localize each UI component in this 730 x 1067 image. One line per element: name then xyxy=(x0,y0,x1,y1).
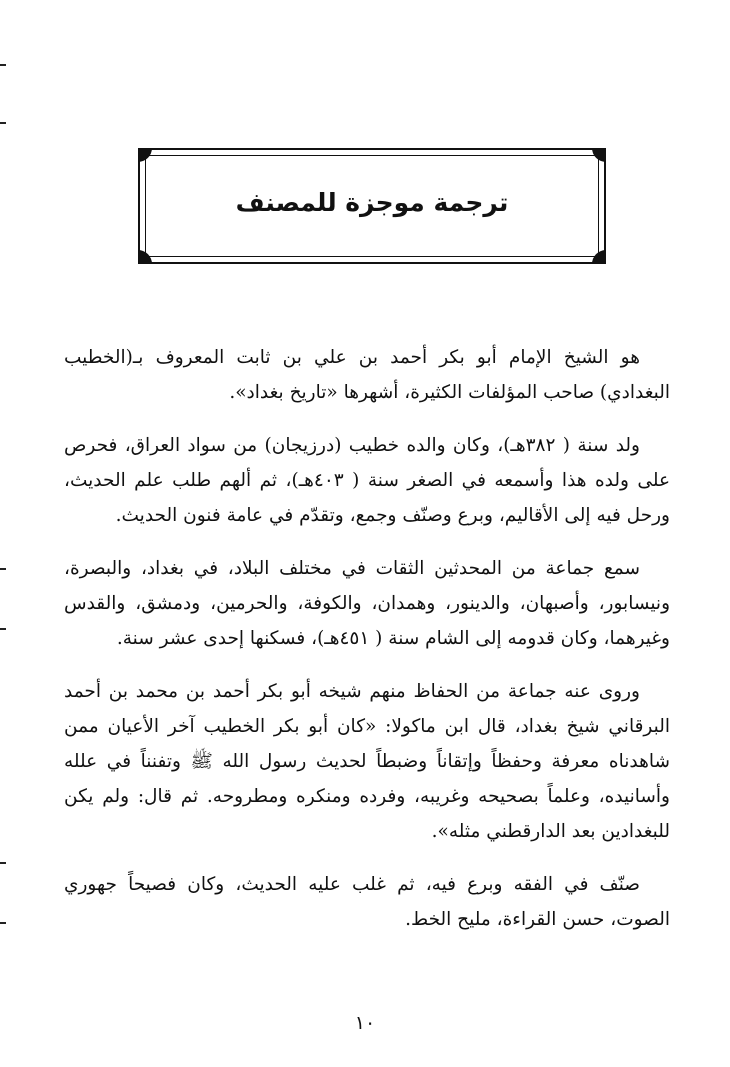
scan-edge-mark xyxy=(0,122,6,124)
body-text xyxy=(64,340,670,937)
scan-edge-mark xyxy=(0,628,6,630)
page-number: ١٠ xyxy=(354,1012,376,1034)
scan-edge-mark xyxy=(0,862,6,864)
scan-edge-mark xyxy=(0,922,6,924)
paragraph-5: صنّف في الفقه وبرع فيه، ثم غلب عليه الحديث، وكان فصيحاً جهوري الصوت، حسن القراءة، مليح الخط. xyxy=(64,874,670,930)
chapter-title: ترجمة موجزة للمصنف xyxy=(235,188,509,217)
paragraph-4: وروى عنه جماعة من الحفاظ منهم شيخه أبو بكر أحمد بن محمد بن أحمد البرقاني شيخ بغداد، قال ابن ماكولا: «كان أبو بكر الخطيب آخر الأعيان ممن شاهدناه معرفة وحفظاً وإتقاناً وضبطاً لحديث رسول الله ﷺ وتفنناً في علله وأسانيده، وعلماً بصحيحه وغريبه، وفرده ومنكره ومطروحه. ثم قال: ولم يكن للبغدادين بعد الدارقطني مثله». xyxy=(64,681,670,842)
paragraph-3: سمع جماعة من المحدثين الثقات في مختلف البلاد، في بغداد، والبصرة، ونيسابور، وأصبهان، والدينور، وهمدان، والكوفة، والحرمين، ودمشق، والقدس وغيرهما، وكان قدومه إلى الشام سنة ( ٤٥١هـ)، فسكنها إحدى عشر سنة. xyxy=(64,558,670,649)
paragraph-1: هو الشيخ الإمام أبو بكر أحمد بن علي بن ثابت المعروف بـ(الخطيب البغدادي) صاحب المؤلفات الكثيرة، أشهرها «تاريخ بغداد». xyxy=(64,347,670,403)
paragraph-2: ولد سنة ( ٣٨٢هـ)، وكان والده خطيب (درزيجان) من سواد العراق، فحرص على ولده هذا وأسمعه في الصغر سنة ( ٤٠٣هـ)، ثم ألهم طلب علم الحديث، ورحل فيه إلى الأقاليم، وبرع وصنّف وجمع، وتقدّم في عامة فنون الحديث. xyxy=(64,435,670,526)
scan-edge-mark xyxy=(0,64,6,66)
scan-edge-mark xyxy=(0,568,6,570)
title-frame xyxy=(138,148,606,264)
